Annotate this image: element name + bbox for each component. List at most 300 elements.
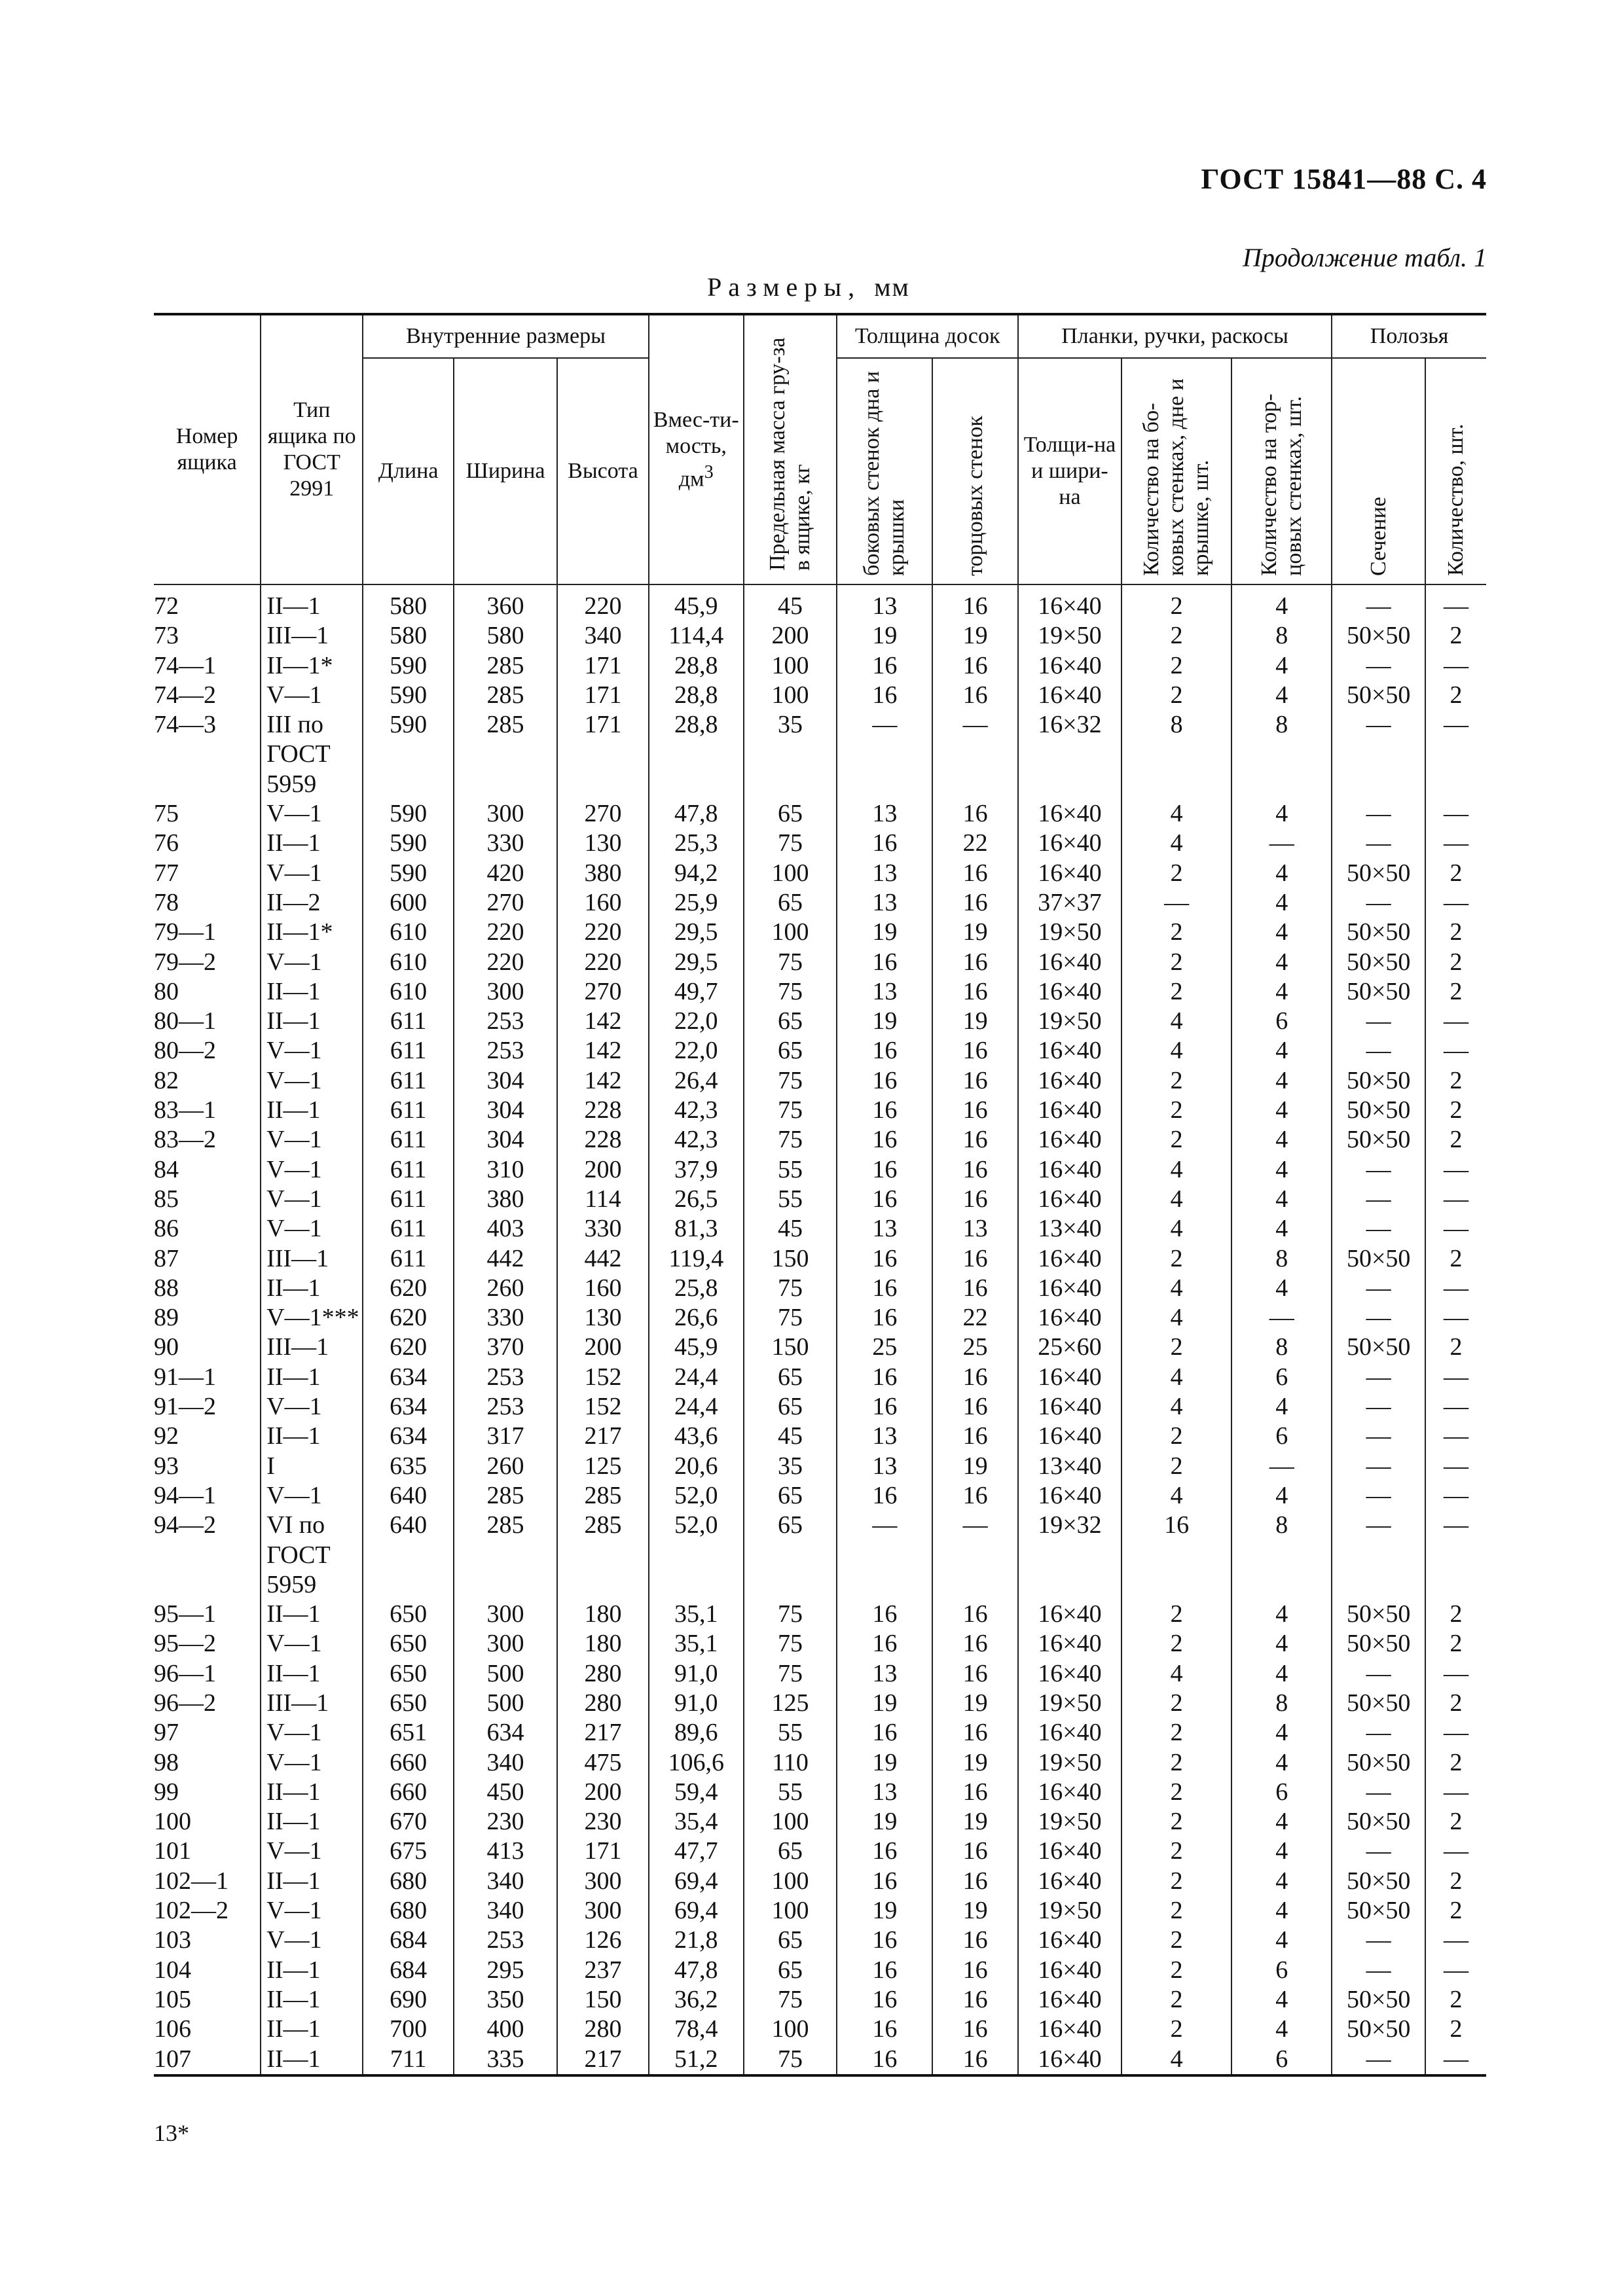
cell-skid-section: — <box>1332 1452 1425 1481</box>
cell-side-wall-thickness: 13 <box>837 859 932 888</box>
table-row <box>154 1185 1486 1214</box>
header-side-walls-text: боковых стенок дна и крышки <box>860 370 909 576</box>
cell-count-side: 2 <box>1122 1807 1231 1837</box>
cell-length: 590 <box>363 651 454 681</box>
cell-count-side: 2 <box>1122 1244 1231 1274</box>
cell-width: 220 <box>454 948 557 977</box>
cell-max-load: 65 <box>744 1363 837 1392</box>
cell-height: 171 <box>557 681 649 710</box>
cell-length: 611 <box>363 1007 454 1036</box>
cell-box-number: 100 <box>154 1807 261 1837</box>
cell-batten-size: 16×40 <box>1018 1096 1122 1125</box>
table-row <box>154 888 1486 918</box>
cell-length: 611 <box>363 1155 454 1185</box>
cell-batten-size: 16×40 <box>1018 1363 1122 1392</box>
cell-skid-section: 50×50 <box>1332 948 1425 977</box>
cell-side-wall-thickness: 16 <box>837 1155 932 1185</box>
cell-height: 152 <box>557 1392 649 1422</box>
cell-box-number: 86 <box>154 1214 261 1244</box>
cell-height: 200 <box>557 1155 649 1185</box>
cell-max-load: 100 <box>744 2015 837 2044</box>
cell-skid-section: 50×50 <box>1332 918 1425 947</box>
cell-side-wall-thickness: 16 <box>837 1867 932 1896</box>
cell-max-load: 55 <box>744 1185 837 1214</box>
cell-length: 650 <box>363 1689 454 1718</box>
cell-batten-size: 16×40 <box>1018 1303 1122 1333</box>
cell-box-type: II—2 <box>261 888 363 918</box>
cell-box-type: V—1 <box>261 1718 363 1748</box>
cell-skid-section: 50×50 <box>1332 1629 1425 1659</box>
cell-width: 380 <box>454 1185 557 1214</box>
cell-count-end: 4 <box>1231 948 1332 977</box>
cell-skid-section: — <box>1332 1422 1425 1451</box>
cell-end-wall-thickness: 19 <box>932 1807 1018 1837</box>
cell-capacity: 25,9 <box>649 888 744 918</box>
cell-box-type: III по ГОСТ 5959 <box>261 710 363 799</box>
header-max-load-text: Предельная масса гру-за в ящике, кг <box>765 337 815 571</box>
cell-end-wall-thickness: 16 <box>932 977 1018 1007</box>
units-label: Размеры, <box>707 272 862 302</box>
cell-box-type: II—1 <box>261 2015 363 2044</box>
cell-length: 675 <box>363 1837 454 1866</box>
cell-max-load: 65 <box>744 888 837 918</box>
cell-batten-size: 16×32 <box>1018 710 1122 799</box>
cell-count-end: 4 <box>1231 1837 1332 1866</box>
cell-skid-section: 50×50 <box>1332 1096 1425 1125</box>
table-row <box>154 1452 1486 1481</box>
cell-max-load: 65 <box>744 1926 837 1955</box>
cell-length: 590 <box>363 710 454 799</box>
cell-count-side: 2 <box>1122 1066 1231 1096</box>
cell-height: 171 <box>557 710 649 799</box>
cell-side-wall-thickness: 16 <box>837 651 932 681</box>
cell-capacity: 25,3 <box>649 829 744 858</box>
cell-end-wall-thickness: — <box>932 710 1018 799</box>
table-row <box>154 2015 1486 2044</box>
cell-count-side: 2 <box>1122 1956 1231 1985</box>
cell-end-wall-thickness: 16 <box>932 1244 1018 1274</box>
cell-skid-count: — <box>1425 1511 1486 1600</box>
cell-batten-size: 16×40 <box>1018 1185 1122 1214</box>
cell-box-type: V—1 <box>261 1896 363 1926</box>
page-footer-mark: 13* <box>154 2120 189 2146</box>
cell-box-type: V—1 <box>261 1392 363 1422</box>
cell-skid-section: 50×50 <box>1332 1125 1425 1155</box>
cell-height: 126 <box>557 1926 649 1955</box>
cell-height: 230 <box>557 1807 649 1837</box>
cell-box-number: 80—1 <box>154 1007 261 1036</box>
header-box-type: Тип ящика по ГОСТ 2991 <box>261 314 363 584</box>
cell-max-load: 65 <box>744 1036 837 1066</box>
cell-batten-size: 25×60 <box>1018 1333 1122 1362</box>
cell-side-wall-thickness: 16 <box>837 2045 932 2075</box>
table-row <box>154 1600 1486 1629</box>
cell-count-end: 4 <box>1231 1125 1332 1155</box>
cell-count-end: 4 <box>1231 1718 1332 1748</box>
cell-length: 611 <box>363 1096 454 1125</box>
cell-end-wall-thickness: 16 <box>932 1125 1018 1155</box>
cell-count-end: 4 <box>1231 651 1332 681</box>
table-row <box>154 2045 1486 2075</box>
cell-skid-count: 2 <box>1425 1333 1486 1362</box>
cell-side-wall-thickness: 16 <box>837 1125 932 1155</box>
cell-count-end: 4 <box>1231 977 1332 1007</box>
cell-skid-count: — <box>1425 1422 1486 1451</box>
cell-count-side: 2 <box>1122 977 1231 1007</box>
cell-max-load: 75 <box>744 1600 837 1629</box>
cell-end-wall-thickness: 16 <box>932 1778 1018 1807</box>
header-max-load <box>744 314 837 584</box>
cell-count-side: 2 <box>1122 681 1231 710</box>
cell-side-wall-thickness: 16 <box>837 1392 932 1422</box>
cell-skid-section: 50×50 <box>1332 2015 1425 2044</box>
cell-end-wall-thickness: 16 <box>932 1274 1018 1303</box>
cell-box-number: 79—1 <box>154 918 261 947</box>
cell-width: 340 <box>454 1896 557 1926</box>
cell-skid-count: — <box>1425 1956 1486 1985</box>
table-row <box>154 1096 1486 1125</box>
cell-count-side: 4 <box>1122 1274 1231 1303</box>
cell-capacity: 52,0 <box>649 1511 744 1600</box>
cell-width: 340 <box>454 1867 557 1896</box>
header-length: Длина <box>363 358 454 584</box>
cell-batten-size: 16×40 <box>1018 1659 1122 1689</box>
cell-end-wall-thickness: 16 <box>932 948 1018 977</box>
cell-count-end: 4 <box>1231 681 1332 710</box>
cell-width: 285 <box>454 1481 557 1511</box>
cell-box-type: II—1 <box>261 829 363 858</box>
cell-box-type: V—1 <box>261 1629 363 1659</box>
cell-height: 130 <box>557 829 649 858</box>
cell-side-wall-thickness: 19 <box>837 1748 932 1778</box>
cell-max-load: 100 <box>744 918 837 947</box>
cell-length: 651 <box>363 1718 454 1748</box>
cell-count-side: 4 <box>1122 1155 1231 1185</box>
cell-height: 285 <box>557 1511 649 1600</box>
cell-length: 590 <box>363 829 454 858</box>
cell-skid-section: — <box>1332 1036 1425 1066</box>
cell-box-number: 84 <box>154 1155 261 1185</box>
cell-box-type: II—1 <box>261 1274 363 1303</box>
cell-width: 230 <box>454 1807 557 1837</box>
cell-skid-count: 2 <box>1425 1066 1486 1096</box>
cell-max-load: 45 <box>744 1214 837 1244</box>
cell-box-number: 95—2 <box>154 1629 261 1659</box>
cell-length: 611 <box>363 1125 454 1155</box>
table-row <box>154 1867 1486 1896</box>
cell-width: 330 <box>454 829 557 858</box>
cell-count-end: 6 <box>1231 1778 1332 1807</box>
cell-max-load: 35 <box>744 1452 837 1481</box>
cell-capacity: 51,2 <box>649 2045 744 2075</box>
cell-capacity: 47,8 <box>649 799 744 829</box>
cell-batten-size: 16×40 <box>1018 1066 1122 1096</box>
cell-capacity: 35,4 <box>649 1807 744 1837</box>
cell-height: 180 <box>557 1629 649 1659</box>
cell-count-end: 4 <box>1231 859 1332 888</box>
cell-box-number: 102—1 <box>154 1867 261 1896</box>
cell-side-wall-thickness: 13 <box>837 1452 932 1481</box>
cell-skid-count: — <box>1425 1481 1486 1511</box>
cell-skid-section: — <box>1332 1274 1425 1303</box>
cell-skid-section: — <box>1332 799 1425 829</box>
cell-skid-section: — <box>1332 1511 1425 1600</box>
header-count-end-text: Количество на тор-цовых стенках, шт. <box>1256 393 1306 576</box>
cell-width: 442 <box>454 1244 557 1274</box>
cell-skid-section: 50×50 <box>1332 859 1425 888</box>
cell-width: 634 <box>454 1718 557 1748</box>
cell-count-end: 4 <box>1231 1629 1332 1659</box>
table-row <box>154 1214 1486 1244</box>
cell-count-side: 2 <box>1122 584 1231 621</box>
cell-box-number: 107 <box>154 2045 261 2075</box>
cell-count-end: 8 <box>1231 1689 1332 1718</box>
cell-count-end: 4 <box>1231 1155 1332 1185</box>
cell-box-number: 74—2 <box>154 681 261 710</box>
cell-count-end: 6 <box>1231 1956 1332 1985</box>
table-row <box>154 1896 1486 1926</box>
cell-side-wall-thickness: 16 <box>837 1274 932 1303</box>
cell-side-wall-thickness: 16 <box>837 1096 932 1125</box>
header-skid-count-text: Количество, шт. <box>1444 423 1468 576</box>
cell-max-load: 65 <box>744 1007 837 1036</box>
cell-box-number: 82 <box>154 1066 261 1096</box>
cell-batten-size: 16×40 <box>1018 1036 1122 1066</box>
table-row <box>154 1392 1486 1422</box>
cell-box-type: III—1 <box>261 1333 363 1362</box>
cell-max-load: 75 <box>744 1659 837 1689</box>
header-section <box>1332 358 1425 584</box>
cell-skid-section: 50×50 <box>1332 1748 1425 1778</box>
cell-batten-size: 13×40 <box>1018 1214 1122 1244</box>
cell-skid-count: 2 <box>1425 1985 1486 2015</box>
cell-width: 413 <box>454 1837 557 1866</box>
cell-box-number: 96—1 <box>154 1659 261 1689</box>
cell-width: 340 <box>454 1748 557 1778</box>
cell-box-type: V—1 <box>261 1066 363 1096</box>
cell-length: 640 <box>363 1511 454 1600</box>
cell-box-number: 103 <box>154 1926 261 1955</box>
cell-capacity: 69,4 <box>649 1896 744 1926</box>
cell-max-load: 75 <box>744 948 837 977</box>
table-row <box>154 1155 1486 1185</box>
cell-height: 300 <box>557 1867 649 1896</box>
cell-count-end: 4 <box>1231 1985 1332 2015</box>
cell-count-side: 2 <box>1122 948 1231 977</box>
cell-side-wall-thickness: 16 <box>837 1837 932 1866</box>
cell-length: 611 <box>363 1244 454 1274</box>
cell-box-type: II—1 <box>261 1985 363 2015</box>
cell-box-number: 93 <box>154 1452 261 1481</box>
cell-height: 142 <box>557 1007 649 1036</box>
cell-width: 500 <box>454 1689 557 1718</box>
cell-height: 475 <box>557 1748 649 1778</box>
cell-box-type: V—1*** <box>261 1303 363 1333</box>
cell-height: 280 <box>557 2015 649 2044</box>
cell-box-number: 99 <box>154 1778 261 1807</box>
cell-box-type: V—1 <box>261 1185 363 1214</box>
cell-end-wall-thickness: 16 <box>932 1066 1018 1096</box>
cell-box-number: 96—2 <box>154 1689 261 1718</box>
header-capacity-label: Вмес-ти-мость, <box>653 407 739 458</box>
cell-count-end: 4 <box>1231 2015 1332 2044</box>
cell-max-load: 55 <box>744 1718 837 1748</box>
cell-max-load: 100 <box>744 859 837 888</box>
cell-skid-section: — <box>1332 651 1425 681</box>
cell-side-wall-thickness: 13 <box>837 584 932 621</box>
cell-skid-count: 2 <box>1425 1125 1486 1155</box>
cell-capacity: 35,1 <box>649 1629 744 1659</box>
cell-length: 650 <box>363 1600 454 1629</box>
cell-count-side: 2 <box>1122 1837 1231 1866</box>
header-batten-size: Толщи-на и шири-на <box>1018 358 1122 584</box>
cell-side-wall-thickness: 19 <box>837 1007 932 1036</box>
cell-count-side: 2 <box>1122 859 1231 888</box>
cell-side-wall-thickness: 16 <box>837 1481 932 1511</box>
cell-skid-section: 50×50 <box>1332 1244 1425 1274</box>
cell-skid-count: 2 <box>1425 1748 1486 1778</box>
cell-width: 580 <box>454 621 557 651</box>
cell-batten-size: 16×40 <box>1018 977 1122 1007</box>
header-board-thickness: Толщина досок <box>837 314 1017 358</box>
cell-capacity: 26,4 <box>649 1066 744 1096</box>
cell-capacity: 35,1 <box>649 1600 744 1629</box>
cell-max-load: 65 <box>744 1481 837 1511</box>
cell-batten-size: 16×40 <box>1018 1926 1122 1955</box>
header-capacity <box>649 314 744 584</box>
cell-end-wall-thickness: 16 <box>932 1659 1018 1689</box>
cell-box-type: II—1 <box>261 1422 363 1451</box>
cell-count-side: 2 <box>1122 1096 1231 1125</box>
cell-side-wall-thickness: 16 <box>837 1036 932 1066</box>
cell-height: 228 <box>557 1096 649 1125</box>
cell-box-number: 88 <box>154 1274 261 1303</box>
cell-width: 260 <box>454 1274 557 1303</box>
cell-max-load: 65 <box>744 1511 837 1600</box>
cell-count-end: 4 <box>1231 1274 1332 1303</box>
cell-width: 220 <box>454 918 557 947</box>
cell-max-load: 65 <box>744 1392 837 1422</box>
cell-height: 180 <box>557 1600 649 1629</box>
cell-max-load: 100 <box>744 1896 837 1926</box>
cell-length: 634 <box>363 1363 454 1392</box>
cell-skid-section: — <box>1332 1778 1425 1807</box>
cell-height: 217 <box>557 2045 649 2075</box>
cell-skid-count: — <box>1425 1303 1486 1333</box>
cell-box-number: 85 <box>154 1185 261 1214</box>
cell-skid-section: 50×50 <box>1332 1689 1425 1718</box>
units-caption <box>707 272 910 302</box>
cell-capacity: 119,4 <box>649 1244 744 1274</box>
cell-end-wall-thickness: 16 <box>932 2045 1018 2075</box>
cell-count-side: 4 <box>1122 1185 1231 1214</box>
cell-skid-count: 2 <box>1425 621 1486 651</box>
cell-count-side: 4 <box>1122 2045 1231 2075</box>
cell-count-side: 2 <box>1122 1748 1231 1778</box>
cell-skid-count: — <box>1425 1274 1486 1303</box>
cell-height: 270 <box>557 977 649 1007</box>
cell-length: 650 <box>363 1629 454 1659</box>
cell-length: 611 <box>363 1214 454 1244</box>
cell-box-number: 104 <box>154 1956 261 1985</box>
cell-side-wall-thickness: 16 <box>837 2015 932 2044</box>
cell-count-side: 2 <box>1122 1125 1231 1155</box>
cell-batten-size: 19×50 <box>1018 621 1122 651</box>
cell-skid-section: — <box>1332 829 1425 858</box>
cell-box-number: 75 <box>154 799 261 829</box>
cell-count-side: 4 <box>1122 1007 1231 1036</box>
cell-box-type: III—1 <box>261 1689 363 1718</box>
cell-batten-size: 16×40 <box>1018 1985 1122 2015</box>
cell-side-wall-thickness: 16 <box>837 1066 932 1096</box>
cell-max-load: 75 <box>744 1629 837 1659</box>
cell-width: 253 <box>454 1926 557 1955</box>
table-row <box>154 1333 1486 1362</box>
cell-width: 335 <box>454 2045 557 2075</box>
table-row <box>154 621 1486 651</box>
cell-side-wall-thickness: 16 <box>837 1185 932 1214</box>
cell-width: 304 <box>454 1125 557 1155</box>
cell-skid-section: 50×50 <box>1332 1066 1425 1096</box>
cell-max-load: 150 <box>744 1244 837 1274</box>
cell-height: 160 <box>557 1274 649 1303</box>
table-row <box>154 681 1486 710</box>
cell-count-end: — <box>1231 1452 1332 1481</box>
cell-end-wall-thickness: 16 <box>932 1600 1018 1629</box>
cell-capacity: 28,8 <box>649 710 744 799</box>
cell-capacity: 52,0 <box>649 1481 744 1511</box>
table-row <box>154 710 1486 799</box>
cell-batten-size: 16×40 <box>1018 1274 1122 1303</box>
cell-batten-size: 16×40 <box>1018 1629 1122 1659</box>
header-section-text: Сечение <box>1366 496 1391 576</box>
cell-max-load: 100 <box>744 1867 837 1896</box>
cell-batten-size: 16×40 <box>1018 584 1122 621</box>
cell-end-wall-thickness: 19 <box>932 1007 1018 1036</box>
cell-box-type: II—1 <box>261 977 363 1007</box>
table-row <box>154 1956 1486 1985</box>
table-row <box>154 1036 1486 1066</box>
cell-box-number: 91—2 <box>154 1392 261 1422</box>
cell-height: 171 <box>557 651 649 681</box>
cell-max-load: 65 <box>744 799 837 829</box>
cell-count-end: 8 <box>1231 1511 1332 1600</box>
cell-width: 400 <box>454 2015 557 2044</box>
cell-skid-count: 2 <box>1425 1807 1486 1837</box>
cell-capacity: 42,3 <box>649 1096 744 1125</box>
cell-box-type: II—1 <box>261 1363 363 1392</box>
cell-box-type: V—1 <box>261 859 363 888</box>
cell-height: 442 <box>557 1244 649 1274</box>
cell-height: 160 <box>557 888 649 918</box>
cell-box-number: 80—2 <box>154 1036 261 1066</box>
cell-box-type: II—1 <box>261 2045 363 2075</box>
cell-capacity: 94,2 <box>649 859 744 888</box>
cell-max-load: 75 <box>744 1125 837 1155</box>
cell-count-side: — <box>1122 888 1231 918</box>
cell-box-type: II—1 <box>261 1867 363 1896</box>
cell-capacity: 78,4 <box>649 2015 744 2044</box>
cell-capacity: 59,4 <box>649 1778 744 1807</box>
cell-width: 300 <box>454 977 557 1007</box>
cell-side-wall-thickness: 13 <box>837 1659 932 1689</box>
cell-height: 142 <box>557 1036 649 1066</box>
cell-height: 200 <box>557 1778 649 1807</box>
cell-skid-section: — <box>1332 1214 1425 1244</box>
cell-skid-count: 2 <box>1425 1096 1486 1125</box>
cell-count-side: 4 <box>1122 1036 1231 1066</box>
cell-skid-count: — <box>1425 1155 1486 1185</box>
